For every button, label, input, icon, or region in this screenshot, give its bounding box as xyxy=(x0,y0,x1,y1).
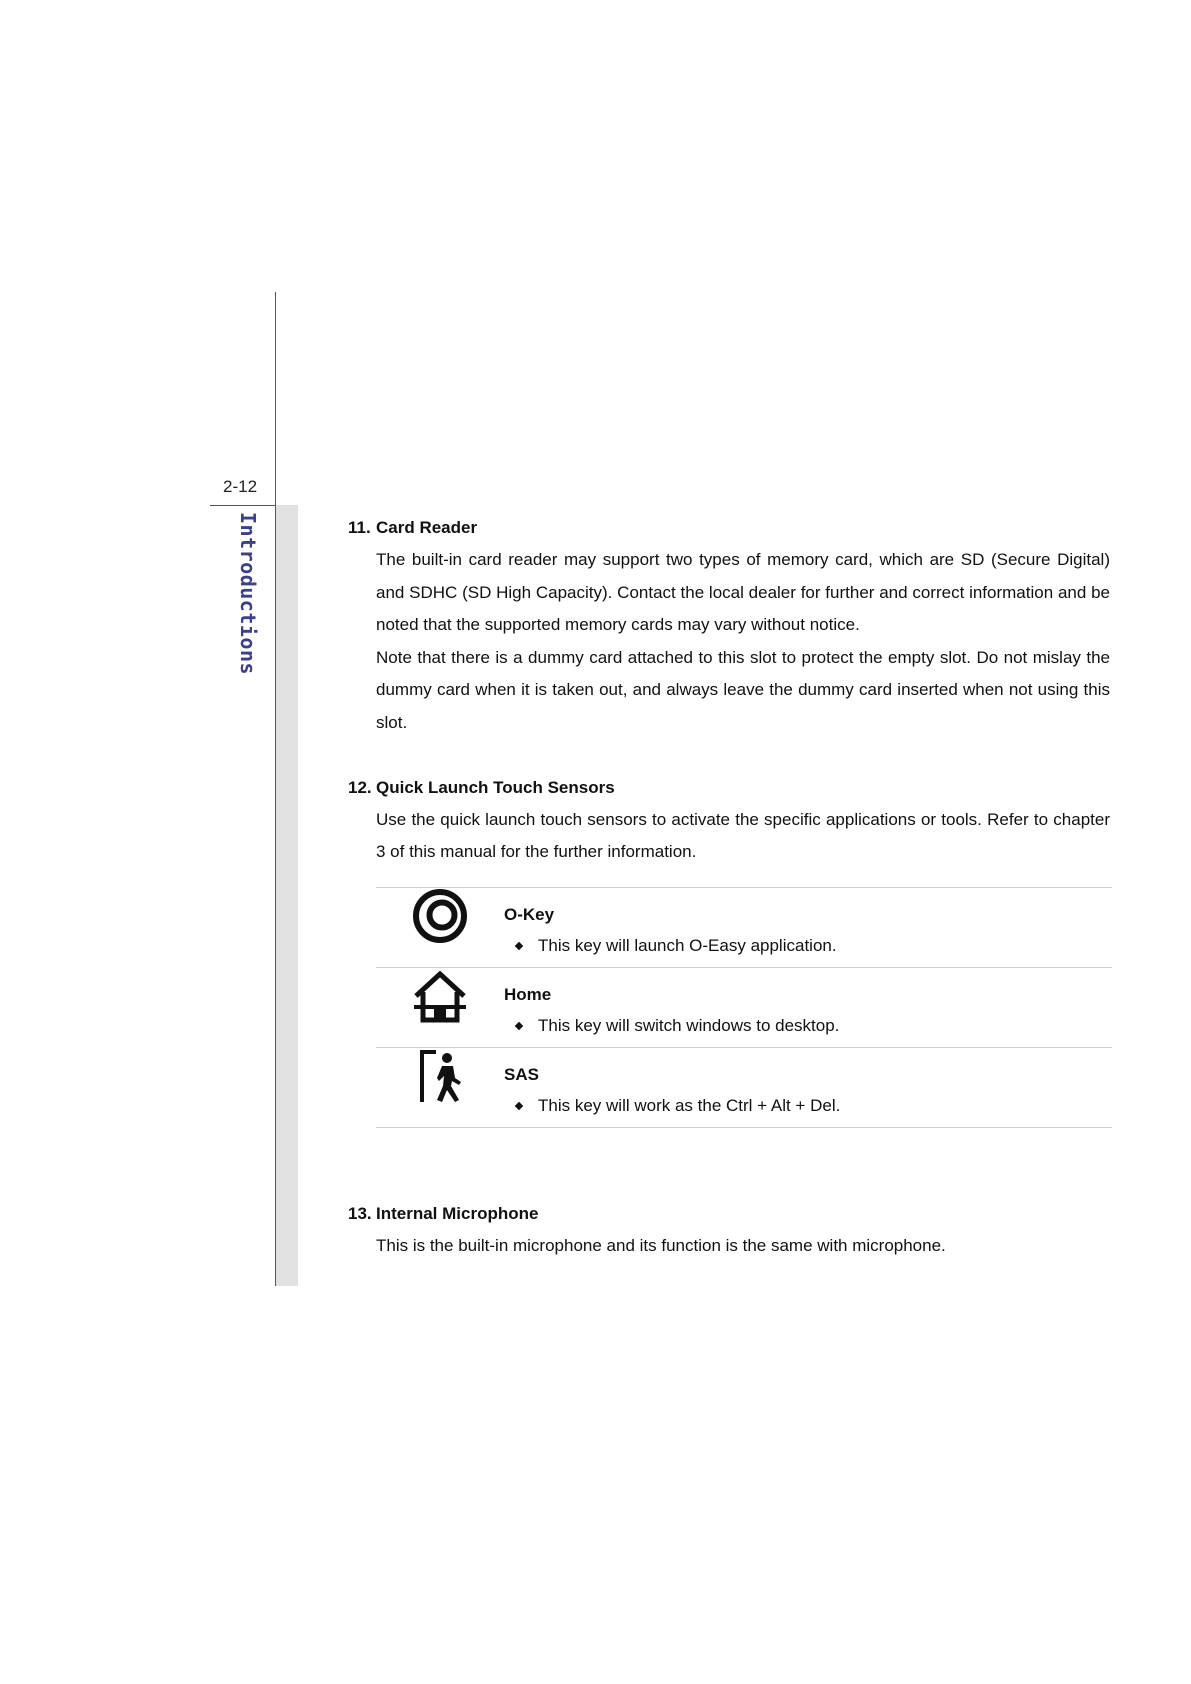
key-row-home xyxy=(376,967,1112,1047)
key-description xyxy=(514,1095,1112,1117)
page-content xyxy=(348,512,1110,1262)
home-icon xyxy=(411,968,469,1026)
section-number: 11. xyxy=(348,518,371,537)
margin-band xyxy=(276,505,298,1286)
key-description-text: This key will switch windows to desktop. xyxy=(538,1015,840,1035)
key-info xyxy=(504,967,1112,1047)
section-number: 12. xyxy=(348,777,372,797)
chapter-tab: Introductions xyxy=(236,512,260,676)
bullet-icon xyxy=(515,942,523,950)
section-title-card-reader xyxy=(348,512,1110,544)
paragraph: This is the built-in microphone and its function is the same with microphone. xyxy=(376,1235,946,1255)
key-name: O-Key xyxy=(504,904,555,924)
key-info xyxy=(504,1047,1112,1127)
section-title-microphone xyxy=(348,1198,1110,1230)
key-description xyxy=(514,935,1112,957)
bullet-icon xyxy=(515,1102,523,1110)
page-number-rule xyxy=(210,505,276,506)
paragraph: Use the quick launch touch sensors to activate the specific applications or tools. Refer to chapter 3 of this manual for the further information. xyxy=(376,809,1110,862)
section-title-text: Quick Launch Touch Sensors xyxy=(376,777,615,797)
section-title-text: Card Reader xyxy=(376,518,478,537)
section-number: 13. xyxy=(348,1203,372,1223)
quick-launch-keys-table xyxy=(376,887,1112,1128)
sas-icon xyxy=(415,1048,465,1106)
paragraph: Note that there is a dummy card attached to this slot to protect the empty slot. Do not mislay the dummy card when it is taken out, and always leave the dummy card inserted when not using this slot. xyxy=(376,647,1110,732)
key-description-text: This key will launch O-Easy application. xyxy=(538,935,837,955)
key-description xyxy=(514,1015,1112,1037)
paragraph: The built-in card reader may support two types of memory card, which are SD (Secure Digital) and SDHC (SD High Capacity). Contact the local dealer for further and correct information and be noted that the supported memory cards may vary without notice. xyxy=(376,550,1110,635)
o-key-icon xyxy=(412,888,468,944)
icon-cell xyxy=(376,1047,504,1127)
icon-cell xyxy=(376,887,504,967)
key-name: Home xyxy=(504,984,552,1004)
section-title-quick-launch xyxy=(348,772,1110,804)
key-name: SAS xyxy=(504,1064,539,1084)
key-info xyxy=(504,887,1112,967)
key-row-o-key xyxy=(376,887,1112,967)
bullet-icon xyxy=(515,1022,523,1030)
icon-cell xyxy=(376,967,504,1047)
key-row-sas xyxy=(376,1047,1112,1127)
key-description-text: This key will work as the Ctrl + Alt + Del. xyxy=(538,1095,841,1115)
page-number: 2-12 xyxy=(223,477,258,496)
section-title-text: Internal Microphone xyxy=(376,1203,539,1223)
margin-rule xyxy=(275,292,276,1286)
